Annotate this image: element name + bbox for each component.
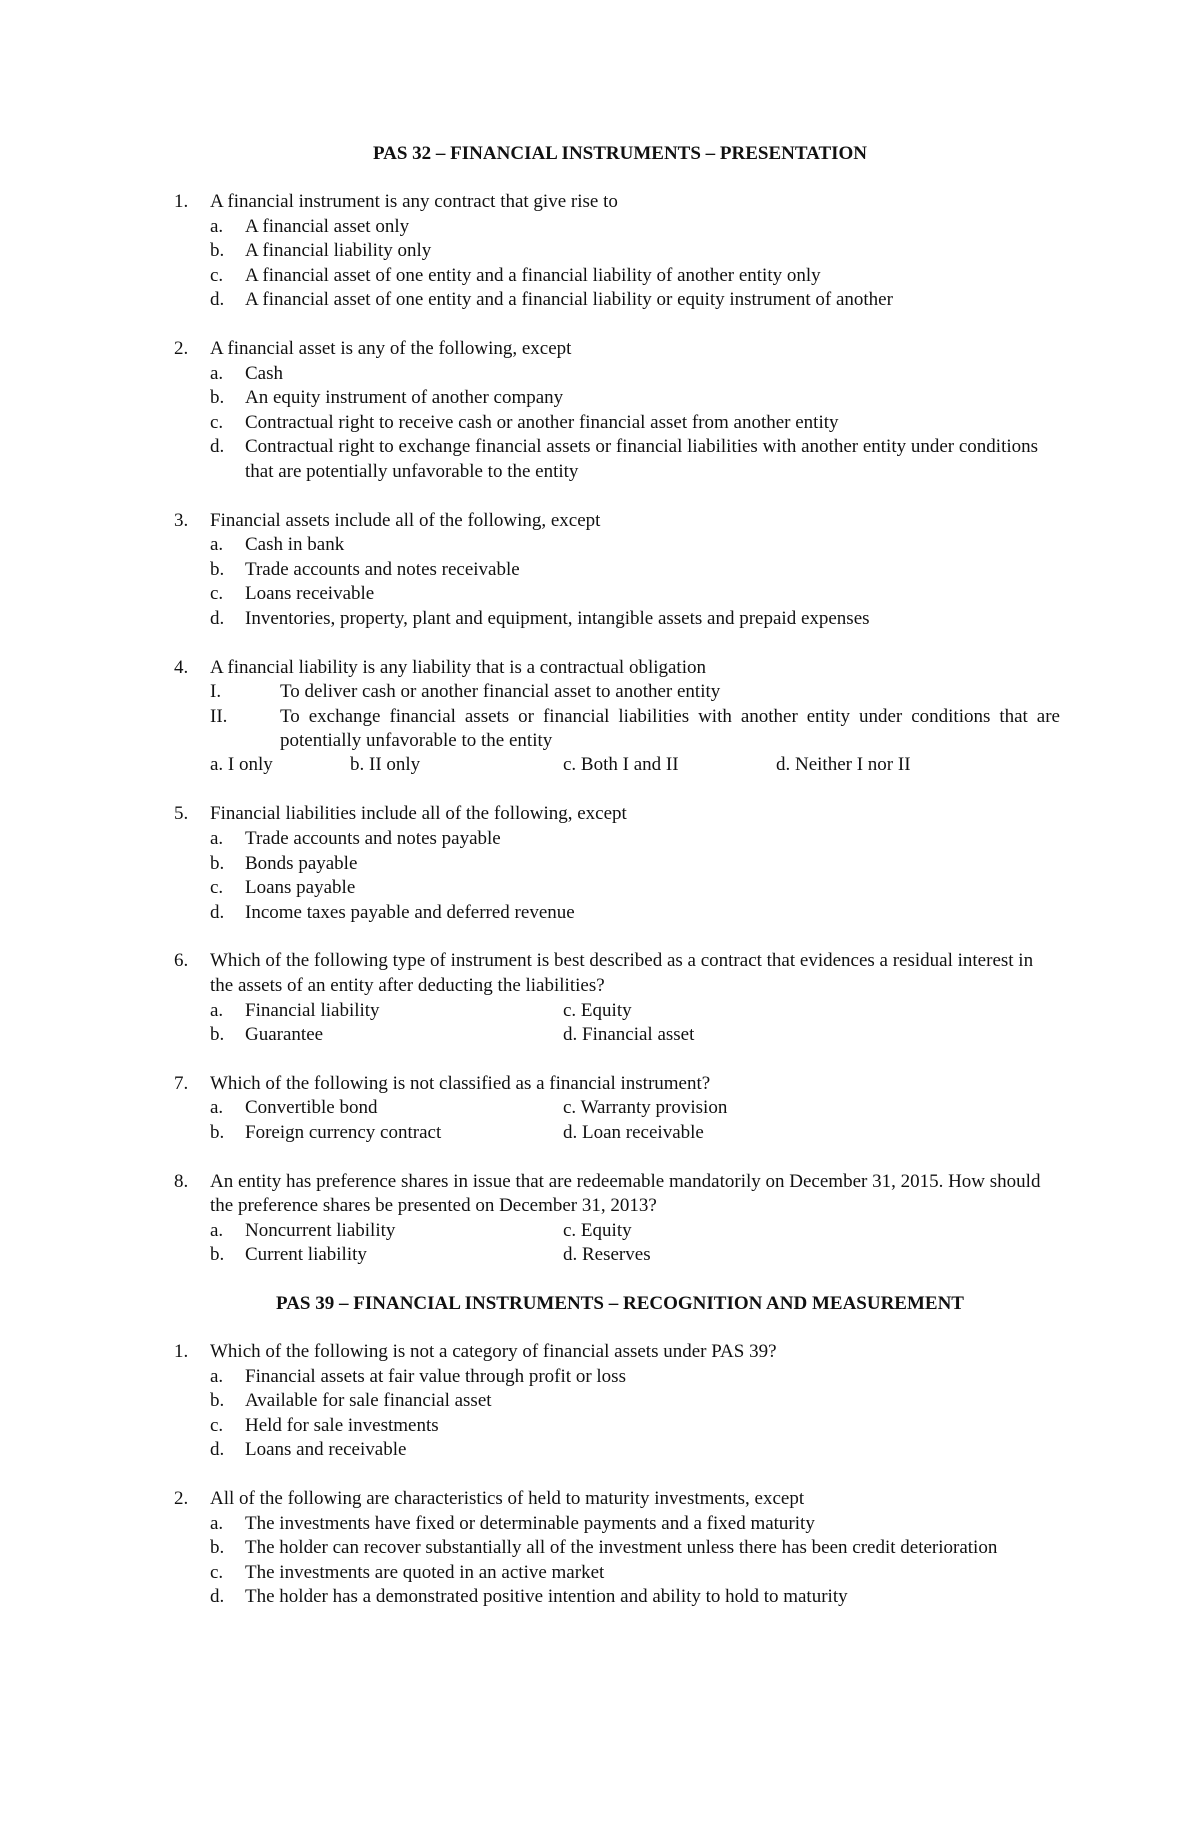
question-2 <box>0 1487 1200 1610</box>
choice-pair-row: b. Guarantee d. Financial asset <box>0 1023 1200 1048</box>
choice: b. The holder can recover substantially all of the investment unless there has been credit deterioration <box>210 1537 998 1559</box>
choice: a. Financial assets at fair value through profit or loss <box>210 1365 626 1387</box>
choice: a. Trade accounts and notes payable <box>210 828 501 850</box>
question-stem: Which of the following type of instrument is best described as a contract that evidences a residual interest in the assets of an entity after deducting the liabilities? <box>210 950 1034 997</box>
choice: a. Cash <box>210 362 283 384</box>
choice: d. Loans and receivable <box>210 1439 407 1461</box>
question-number: 8. <box>174 1170 189 1192</box>
choice: d. Inventories, property, plant and equipment, intangible assets and prepaid expenses <box>210 607 870 629</box>
question-stem: All of the following are characteristics of held to maturity investments, except <box>210 1487 805 1509</box>
choice: c. Warranty provision <box>563 1097 728 1119</box>
choice-pair-row: b. Current liability d. Reserves <box>0 1243 1200 1268</box>
choice: Foreign currency contract <box>245 1122 442 1143</box>
question-number: 2. <box>174 1487 189 1509</box>
statement: I. To deliver cash or another financial asset to another entity <box>210 681 721 703</box>
question-stem: Financial liabilities include all of the following, except <box>210 803 627 825</box>
options-row <box>0 754 1200 779</box>
option: a. I only <box>210 753 273 775</box>
choice: d. The holder has a demonstrated positive intention and ability to hold to maturity <box>210 1586 848 1608</box>
choice: c. Held for sale investments <box>210 1414 439 1436</box>
question-5 <box>0 802 1200 925</box>
question-stem: Financial assets include all of the following, except <box>210 509 601 531</box>
question-number: 2. <box>174 337 189 359</box>
choice: b. Bonds payable <box>210 852 358 874</box>
choice: d. Financial asset <box>563 1024 695 1046</box>
option: b. II only <box>350 753 421 775</box>
choice: c. Equity <box>563 999 632 1021</box>
choice-pair-row: b. Foreign currency contract d. Loan receivable <box>0 1121 1200 1146</box>
choice: a. The investments have fixed or determinable payments and a fixed maturity <box>210 1512 815 1534</box>
question-number: 5. <box>174 803 189 825</box>
option: c. Both I and II <box>563 753 679 775</box>
choice: a. A financial asset only <box>210 215 410 237</box>
choice: Current liability <box>245 1244 367 1266</box>
choice: b. Trade accounts and notes receivable <box>210 558 520 580</box>
question-1 <box>0 190 1200 313</box>
choice: d. Contractual right to exchange financial assets or financial liabilities with another entity under conditions that are potentially unfavorable to the entity <box>210 436 1039 482</box>
question-stem: A financial liability is any liability that is a contractual obligation <box>210 656 706 678</box>
question-6 <box>0 949 1200 1047</box>
option: d. Neither I nor II <box>776 753 911 775</box>
question-number: 6. <box>174 950 189 972</box>
choice: c. A financial asset of one entity and a financial liability of another entity only <box>210 264 821 286</box>
choice: d. Income taxes payable and deferred revenue <box>210 901 575 923</box>
choice: Financial liability <box>245 999 380 1021</box>
question-stem: Which of the following is not a category of financial assets under PAS 39? <box>210 1340 777 1362</box>
question-number: 4. <box>174 656 189 678</box>
choice: b. A financial liability only <box>210 240 432 262</box>
choice: a. Cash in bank <box>210 534 345 556</box>
question-number: 3. <box>174 509 189 531</box>
question-number: 1. <box>174 191 189 212</box>
question-stem: A financial instrument is any contract that give rise to <box>210 191 618 212</box>
choice: c. Loans receivable <box>210 583 375 605</box>
choice: Guarantee <box>245 1024 324 1046</box>
choice: c. The investments are quoted in an active market <box>210 1561 605 1583</box>
choice: Convertible bond <box>245 1097 378 1119</box>
question-number: 1. <box>174 1340 189 1362</box>
choice: c. Equity <box>563 1219 632 1241</box>
section-heading-pas32: PAS 32 – FINANCIAL INSTRUMENTS – PRESENTATION <box>372 143 868 164</box>
choice: d. A financial asset of one entity and a financial liability or equity instrument of another <box>210 289 893 311</box>
question-stem: Which of the following is not classified as a financial instrument? <box>210 1072 711 1094</box>
choice-pair-row: a. Convertible bond c. Warranty provision <box>0 1096 1200 1121</box>
choice: b. An equity instrument of another company <box>210 387 564 409</box>
question-8 <box>0 1170 1200 1268</box>
statement: II. To exchange financial assets or financial liabilities with another entity under conditions that are potentially unfavorable to the entity <box>210 705 1060 752</box>
choice: b. Available for sale financial asset <box>210 1390 492 1412</box>
question-stem: A financial asset is any of the following, except <box>210 337 572 359</box>
section-heading-pas39: PAS 39 – FINANCIAL INSTRUMENTS – RECOGNITION AND MEASUREMENT <box>276 1292 964 1314</box>
question-3 <box>0 509 1200 632</box>
question-stem: An entity has preference shares in issue that are redeemable mandatorily on December 31, 2015. How should the preference shares be presented on December 31, 2013? <box>210 1170 1041 1217</box>
question-2 <box>0 337 1200 485</box>
question-number: 7. <box>174 1072 189 1094</box>
choice: d. Loan receivable <box>563 1122 704 1143</box>
choice: d. Reserves <box>563 1244 651 1266</box>
choice: Noncurrent liability <box>245 1219 396 1241</box>
question-4 <box>0 656 1200 779</box>
question-1 <box>0 1340 1200 1463</box>
question-7 <box>0 1072 1200 1146</box>
choice: c. Contractual right to receive cash or another financial asset from another entity <box>210 411 839 433</box>
choice-pair-row: a. Financial liability c. Equity <box>0 999 1200 1024</box>
choice: c. Loans payable <box>210 877 356 899</box>
choice-pair-row: a. Noncurrent liability c. Equity <box>0 1219 1200 1244</box>
